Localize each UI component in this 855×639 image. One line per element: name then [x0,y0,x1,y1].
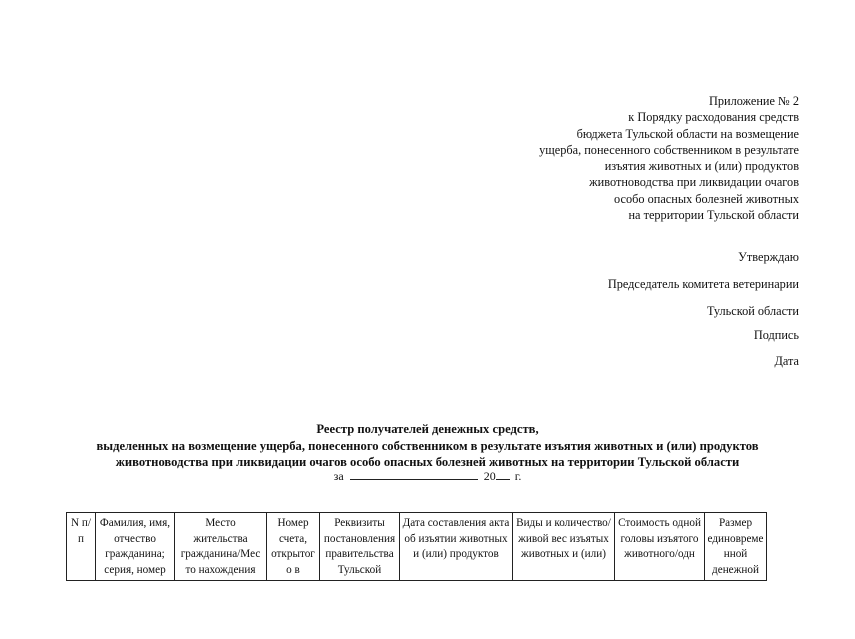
signature-label: Подпись [753,328,799,342]
appendix-line: ущерба, понесенного собственником в результате [539,142,799,157]
table-header-cell: Фамилия, имя, отчество гражданина; серия, номер [96,513,175,581]
table-header-cell: Стоимость одной головы изъятого животного/одн [615,513,705,581]
table-header-cell: Место жительства гражданина/Мес то нахождения [175,513,267,581]
registry-table [66,512,767,581]
document-title [60,421,795,471]
appendix-line: Приложение № 2 [708,94,799,108]
table-header-cell: Размер единовреме нной денежной [705,513,767,581]
table-header-cell: Номер счета, открытого в [267,513,320,581]
chairman-label: Председатель комитета ветеринарии [607,277,799,291]
table-header-cell: Дата составления акта об изъятии животных и (или) продуктов [400,513,513,581]
period-year-prefix: 20 [483,469,496,483]
period-suffix: г. [514,469,522,483]
appendix-line: животноводства при ликвидации очагов [589,175,799,190]
table-header-cell: Виды и количество/живой вес изъятых животных и (или) [513,513,615,581]
period-line [0,469,855,484]
title-line-1: Реестр получателей денежных средств, [316,422,539,436]
table-header-row [67,513,767,581]
table-header-cell: Реквизиты постановления правительства Тульской [320,513,400,581]
appendix-block [539,93,799,223]
approve-label: Утверждаю [738,250,799,264]
appendix-line: бюджета Тульской области на возмещение [576,126,799,141]
appendix-line: особо опасных болезней животных [614,191,799,206]
title-line-2: выделенных на возмещение ущерба, понесенного собственником в результате изъятия животных и (или) продуктов [96,438,759,453]
region-label: Тульской области [707,304,799,318]
date-label: Дата [774,354,799,368]
appendix-line: на территории Тульской области [628,208,799,223]
period-prefix: за [333,469,344,483]
year-blank-field [496,469,510,480]
appendix-line: к Порядку расходования средств [628,110,799,125]
table-header-cell: N п/п [67,513,96,581]
appendix-line: изъятия животных и (или) продуктов [604,159,799,174]
title-line-3: животноводства при ликвидации очагов особо опасных болезней животных на территории Тульской области [115,455,740,469]
period-blank-field [350,469,478,480]
